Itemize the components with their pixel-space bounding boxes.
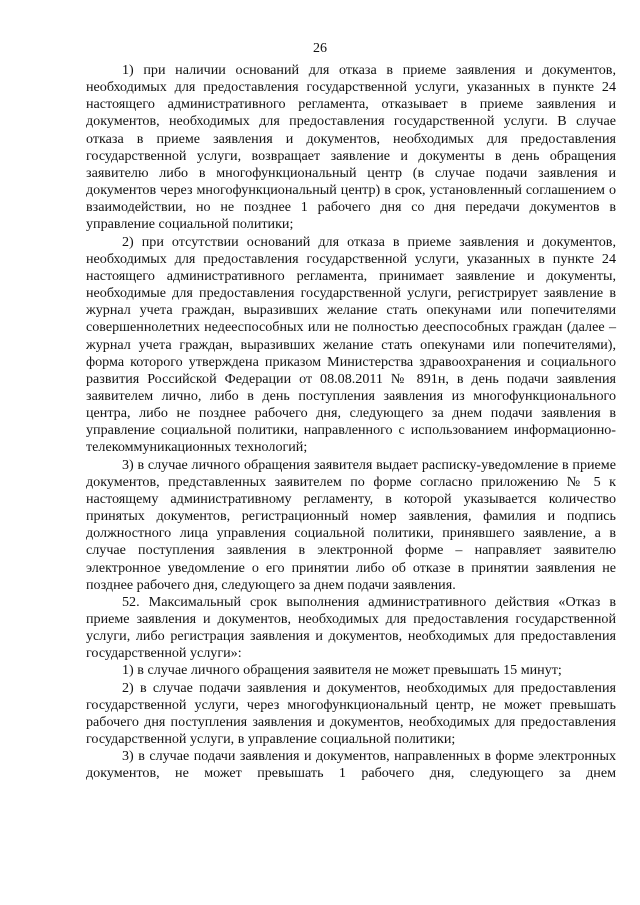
paragraph-term-personal: 1) в случае личного обращения заявителя не может превышать 15 минут; bbox=[122, 662, 562, 679]
paragraph-max-term: 52. Максимальный срок выполнения административного действия «Отказ в приеме заявления и документов, необходимых для предоставления государственной услуги, либо регистрация заявления и документов, необходимых для предоставления государственной услуги»: bbox=[86, 593, 616, 662]
page-number: 26 bbox=[313, 41, 327, 56]
paragraph-registration: 2) при отсутствии оснований для отказа в приеме заявления и документов, необходимых для предоставления государственной услуги, указанных в пункте 24 настоящего административного регламента, принимает заявление и документы, необходимые для предоставления государственной услуги, регистрирует заявление в журнал учета граждан, выразивших желание стать опекунами или попечителями совершеннолетних недееспособных или не полностью дееспособных граждан (далее – журнал учета граждан, выразивших желание стать опекунами или попечителями), форма которого утверждена приказом Министерства здравоохранения и социального развития Российской Федерации от 08.08.2011 № 891н, в день подачи заявления заявителем лично, либо в день поступления заявления из многофункционального центра, либо не позднее рабочего дня, следующего за днем подачи заявления в управление социальной политики, направленного с использованием информационно-телекоммуникационных технологий; bbox=[86, 233, 616, 456]
paragraph-receipt-notice: 3) в случае личного обращения заявителя выдает расписку-уведомление в приеме документов, представленных заявителем по форме согласно приложению № 5 к настоящему административному регламенту, в которой указывается количество принятых документов, регистрационный номер заявления, фамилия и подпись должностного лица управления социальной политики, принявшего заявление, а в случае поступления заявления в электронной форме – направляет заявителю электронное уведомление о его принятии либо об отказе в принятии заявления не позднее рабочего дня, следующего за днем подачи заявления. bbox=[86, 456, 616, 593]
paragraph-term-mfc: 2) в случае подачи заявления и документов, необходимых для предоставления государственной услуги, через многофункциональный центр, не может превышать рабочего дня поступления заявления и документов, необходимых для предоставления государственной услуги, в управление социальной политики; bbox=[86, 679, 616, 748]
paragraph-term-electronic: 3) в случае подачи заявления и документов, направленных в форме электронных документов, не может превышать 1 рабочего дня, следующего за днем bbox=[86, 748, 616, 782]
document-body bbox=[86, 62, 616, 783]
paragraph-refusal-grounds: 1) при наличии оснований для отказа в приеме заявления и документов, необходимых для предоставления государственной услуги, указанных в пункте 24 настоящего административного регламента, отказывает в приеме заявления и документов, необходимых для предоставления государственной услуги. В случае отказа в приеме заявления и документов, необходимых для предоставления государственной услуги, возвращает заявление и документы в день обращения заявителю либо в многофункциональный центр (в случае подачи заявления и документов через многофункциональный центр) в срок, установленный соглашением о взаимодействии, но не позднее 1 рабочего дня со дня передачи документов в управление социальной политики; bbox=[86, 62, 616, 233]
